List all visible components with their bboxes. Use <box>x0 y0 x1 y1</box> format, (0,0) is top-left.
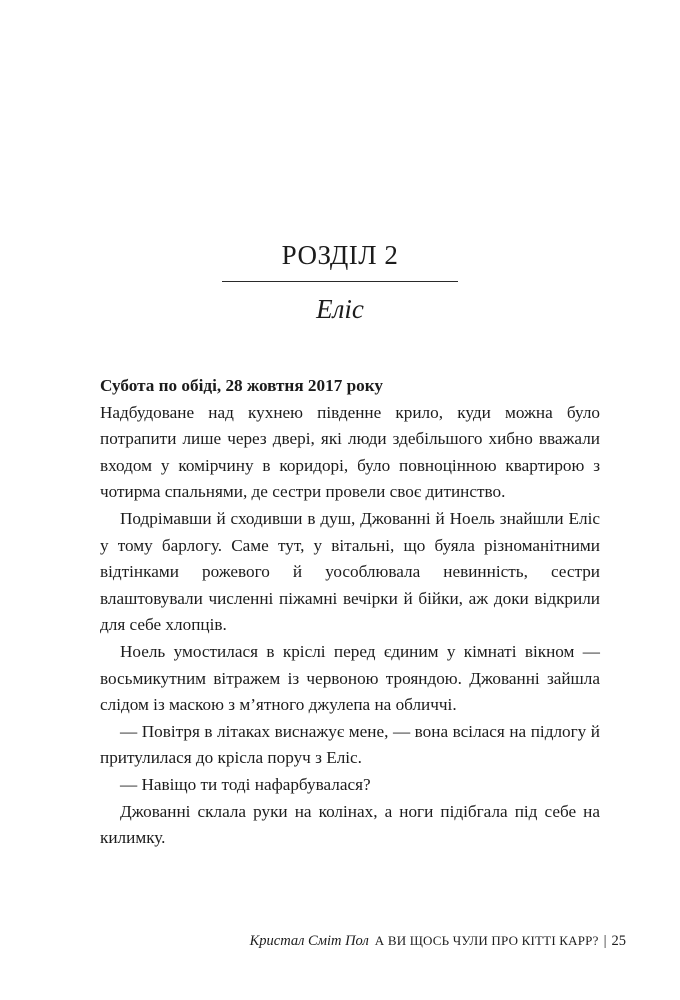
chapter-heading <box>0 238 680 326</box>
dialogue-line: — Навіщо ти тоді нафарбувалася? <box>120 774 371 794</box>
date-line: Субота по обіді, 28 жовтня 2017 року <box>100 376 384 395</box>
paragraph: Надбудоване над кухнею південне крило, куди можна було потрапити лише через двері, які люди здебільшого хибно вважали входом у комірчину в коридорі, було повноцінною квартирою з чотирма спальнями, де сестри провели своє дитинство. <box>100 402 600 502</box>
chapter-subtitle: Еліс <box>316 294 364 324</box>
running-footer <box>0 931 626 951</box>
footer-book-title: А ВИ ЩОСЬ ЧУЛИ ПРО КІТТІ КАРР? <box>374 933 599 948</box>
footer-author: Кристал Сміт Пол <box>249 933 369 949</box>
paragraph: Подрімавши й сходивши в душ, Джованні й Ноель знайшли Еліс у тому барлогу. Саме тут, у вітальні, що буяла різноманітними відтінками рожевого й уособлювала невинність, сестри влаштовували численні піжамні вечірки й бійки, аж доки відкрили для себе хлопців. <box>100 508 600 635</box>
page-number: 25 <box>611 933 626 949</box>
paragraph: Джованні склала руки на колінах, а ноги підібгала під себе на килимку. <box>100 801 600 848</box>
paragraph: Ноель умостилася в кріслі перед єдиним у кімнаті вікном — восьмикутним вітражем із червоною трояндою. Джованні зайшла слідом із маскою з м’ятного джулепа на обличчі. <box>100 641 600 715</box>
chapter-title: РОЗДІЛ 2 <box>281 240 399 270</box>
dialogue-line: — Повітря в літаках виснажує мене, — вона всілася на підлогу й притулилася до крісла поруч з Еліс. <box>100 721 600 768</box>
chapter-divider <box>222 281 458 282</box>
body-text <box>100 373 600 852</box>
footer-separator: | <box>603 933 607 949</box>
